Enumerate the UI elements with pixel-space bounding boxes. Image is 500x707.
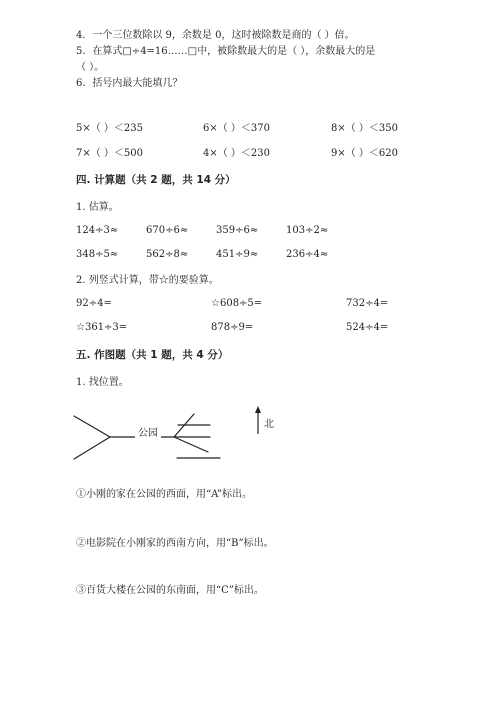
- section-4-q2-label: 2. 列竖式计算，带☆的要验算。: [76, 275, 219, 286]
- estimate-item: 451÷9≈: [216, 249, 259, 260]
- estimate-item: 562÷8≈: [146, 249, 189, 260]
- section-4-title: 四. 计算题（共 2 题，共 14 分）: [76, 174, 236, 186]
- estimate-item: 359÷6≈: [216, 225, 259, 236]
- inequality-3: 8×（ ）＜350: [331, 123, 399, 134]
- vertical-calc-item: ☆608÷5=: [211, 298, 263, 309]
- estimate-item: 236÷4≈: [286, 249, 329, 260]
- estimate-item: 670÷6≈: [146, 225, 189, 236]
- location-map: [60, 400, 300, 470]
- map-task-1: ①小刚的家在公园的西面，用“A”标出。: [76, 489, 252, 500]
- north-arrow-icon: [255, 406, 261, 413]
- vertical-calc-item: ☆361÷3=: [76, 322, 128, 333]
- inequality-6: 9×（ ）＜620: [331, 148, 399, 159]
- estimate-item: 103÷2≈: [286, 225, 329, 236]
- map-road-left-lower: [74, 437, 110, 459]
- section-5-title: 五. 作图题（共 1 题，共 4 分）: [76, 349, 229, 361]
- vertical-calc-item: 524÷4=: [346, 322, 389, 333]
- section-4-q1-label: 1. 估算。: [76, 202, 119, 213]
- question-5-line2: （ ）。: [76, 62, 105, 73]
- map-task-2: ②电影院在小刚家的西南方向，用“B”标出。: [76, 538, 274, 549]
- map-label-north: 北: [264, 419, 274, 430]
- map-task-3: ③百货大楼在公园的东南面，用“C”标出。: [76, 585, 264, 596]
- estimate-item: 348÷5≈: [76, 249, 119, 260]
- map-label-park: 公园: [138, 428, 158, 439]
- map-road-right-lower: [174, 437, 208, 452]
- section-5-q1-label: 1. 找位置。: [76, 377, 129, 388]
- vertical-calc-item: 878÷9=: [211, 322, 254, 333]
- inequality-4: 7×（ ）＜500: [76, 148, 144, 159]
- map-road-left-upper: [74, 416, 110, 437]
- inequality-2: 6×（ ）＜370: [203, 123, 271, 134]
- question-4: 4．一个三位数除以 9，余数是 0，这时被除数是商的（ ）倍。: [76, 30, 355, 41]
- question-6: 6．括号内最大能填几？: [76, 78, 183, 89]
- vertical-calc-item: 92÷4=: [76, 298, 112, 309]
- estimate-item: 124÷3≈: [76, 225, 119, 236]
- inequality-1: 5×（ ）＜235: [76, 123, 144, 134]
- question-5-line1: 5．在算式□÷4=16……□中，被除数最大的是（ ），余数最大的是: [76, 46, 376, 57]
- vertical-calc-item: 732÷4=: [346, 298, 389, 309]
- inequality-5: 4×（ ）＜230: [203, 148, 271, 159]
